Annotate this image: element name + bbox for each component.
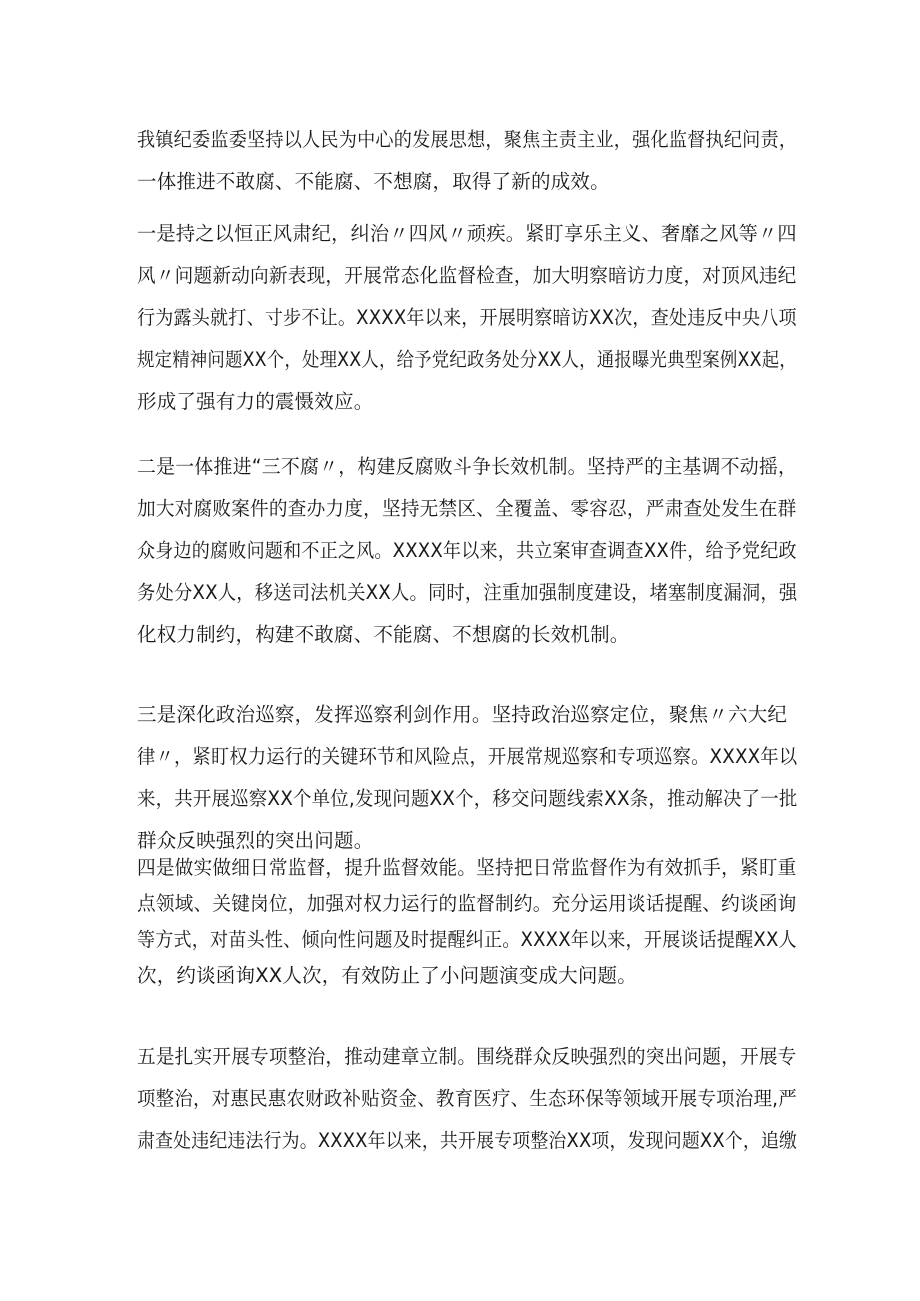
text-line: 肃查处违纪违法行为。XXXX年以来，共开展专项整治XX项，发现问题XX个，追缴 [137,1129,798,1152]
text-line: 群众反映强烈的突出问题。 [137,829,374,852]
text-line: 等方式，对苗头性、倾向性问题及时提醒纠正。XXXX年以来，开展谈话提醒XX人 [137,928,797,951]
text-line: 务处分XX人，移送司法机关XX人。同时，注重加强制度建设，堵塞制度漏洞，强 [137,581,798,604]
text-line: 项整治，对惠民惠农财政补贴资金、教育医疗、生态环保等领域开展专项治理,严 [137,1087,797,1110]
text-line: 行为露头就打、寸步不让。XXXX年以来，开展明察暗访XX次，查处违反中央八项 [137,306,797,329]
text-line: 一体推进不敢腐、不能腐、不想腐，取得了新的成效。 [137,170,610,193]
paragraph-intro [137,119,797,203]
text-line: 一是持之以恒正风肃纪，纠治〃四风〃顽疾。紧盯享乐主义、奢靡之风等〃四 [137,222,797,245]
paragraph-point-2 [137,446,797,656]
text-line: 化权力制约，构建不敢腐、不能腐、不想腐的长效机制。 [137,623,630,646]
text-line: 众身边的腐败问题和不正之风。XXXX年以来，共立案审查调查XX件，给予党纪政 [137,539,797,562]
paragraph-point-1 [137,213,797,423]
text-line: 五是扎实开展专项整治，推动建章立制。围绕群众反映强烈的突出问题，开展专 [137,1045,797,1068]
text-line: 形成了强有力的震慑效应。 [137,390,374,413]
text-line: 风〃问题新动向新表现，开展常态化监督检查，加大明察暗访力度，对顶风违纪 [137,264,797,287]
text-line: 律〃，紧盯权力运行的关键环节和风险点，开展常规巡察和专项巡察。XXXX年以 [137,745,798,768]
text-line: 二是一体推进“三不腐〃，构建反腐败斗争长效机制。坚持严的主基调不动摇， [137,455,798,478]
text-line: 加大对腐败案件的查办力度，坚持无禁区、全覆盖、零容忍，严肃查处发生在群 [137,497,797,520]
text-line: 次，约谈函询XX人次，有效防止了小问题演变成大问题。 [137,964,637,987]
text-line: 三是深化政治巡察，发挥巡察利剑作用。坚持政治巡察定位，聚焦〃六大纪 [137,703,788,726]
paragraph-point-3 [137,694,797,862]
text-line: 来，共开展巡察XX个单位,发现问题XX个，移交问题线索XX条，推动解决了一批 [137,787,798,810]
text-line: 我镇纪委监委坚持以人民为中心的发展思想，聚焦主责主业，强化监督执纪问责， [137,128,798,151]
text-line: 点领域、关键岗位，加强对权力运行的监督制约。充分运用谈话提醒、约谈函询 [137,892,797,915]
paragraph-point-4 [137,850,797,994]
paragraph-point-5 [137,1036,797,1162]
text-line: 四是做实做细日常监督，提升监督效能。坚持把日常监督作为有效抓手，紧盯重 [137,856,797,879]
text-line: 规定精神问题XX个，处理XX人，给予党纪政务处分XX人，通报曝光典型案例XX起， [137,348,797,371]
